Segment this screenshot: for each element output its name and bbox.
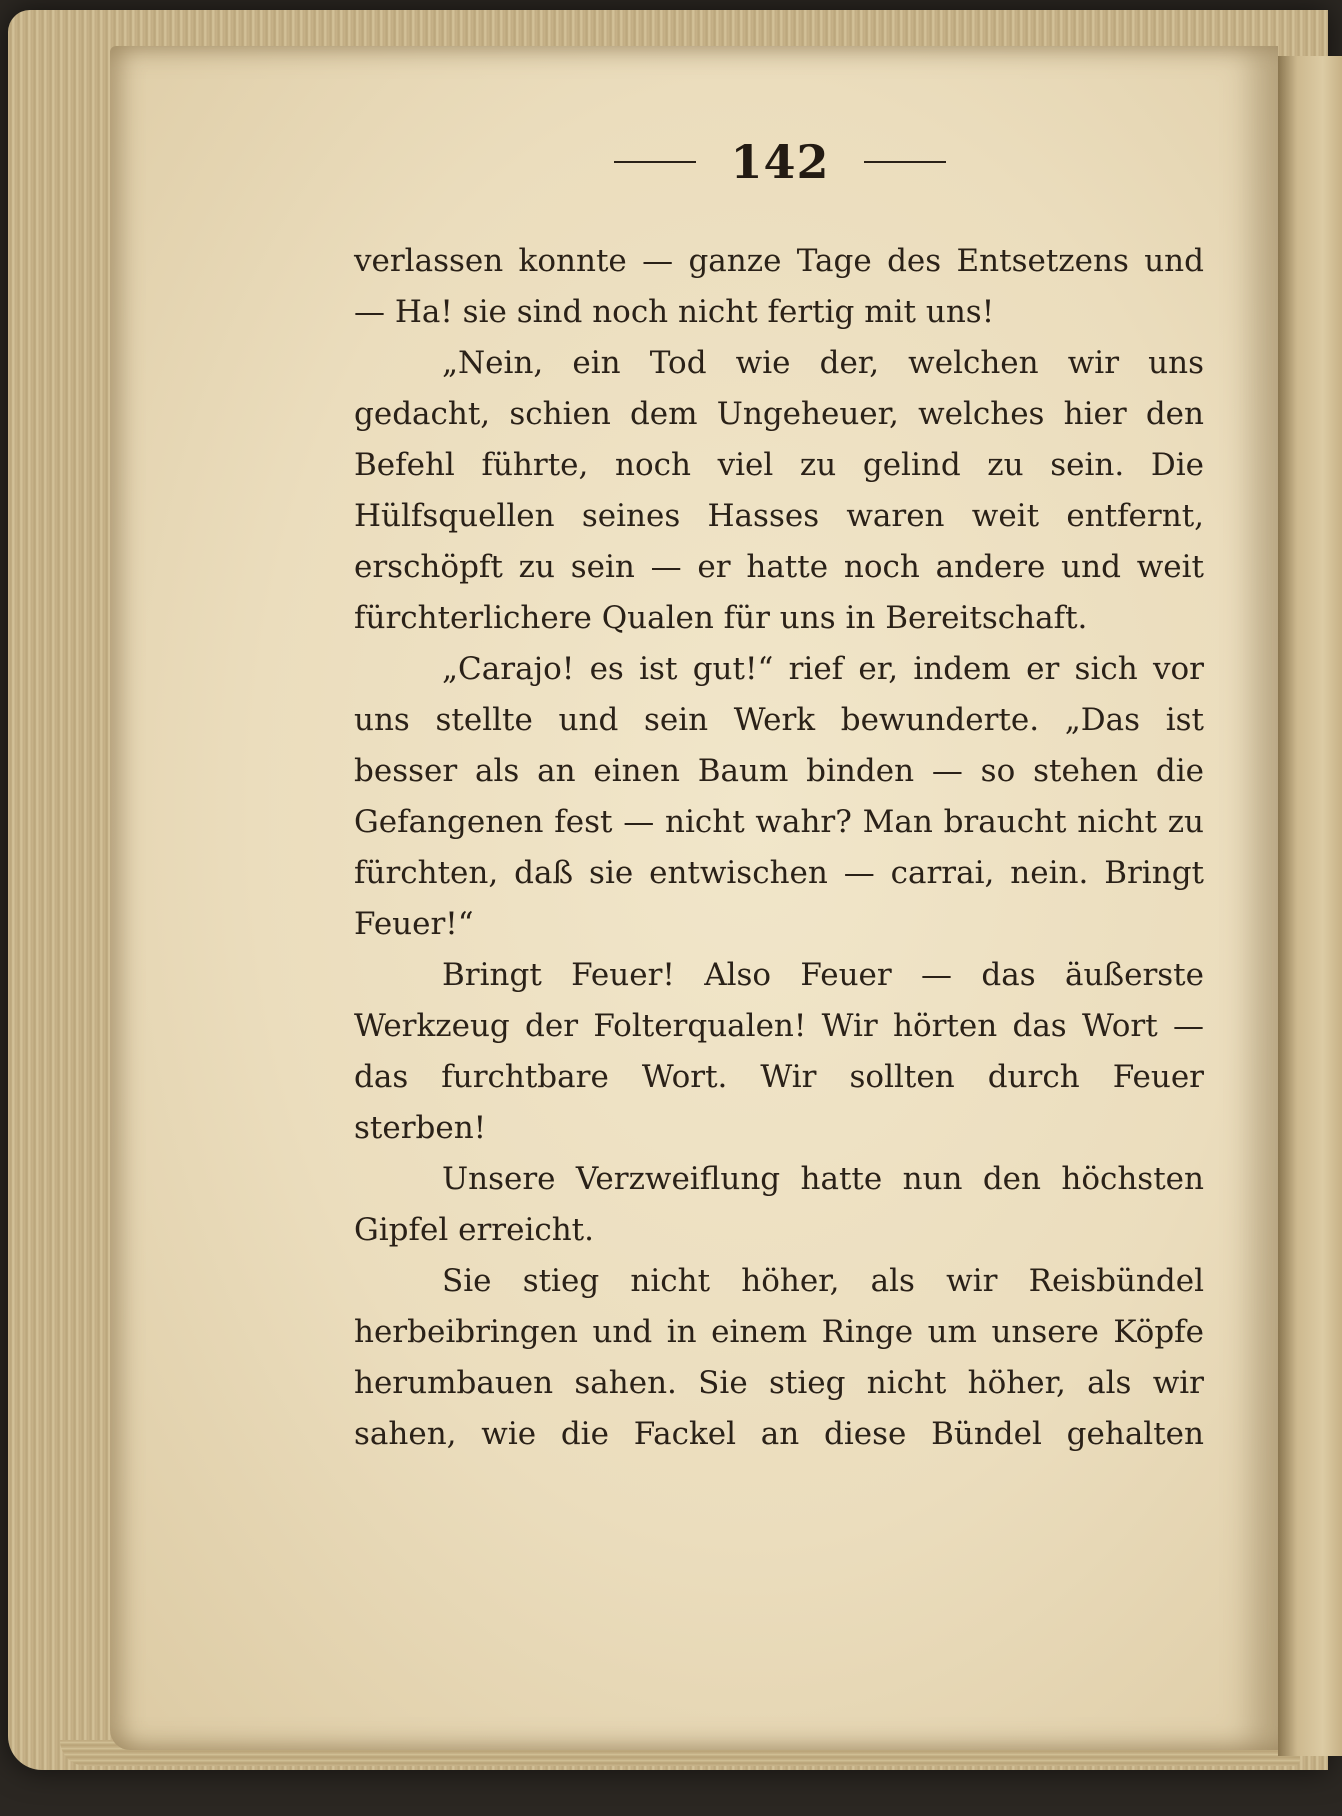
body-text <box>354 236 1204 1460</box>
paragraph: „Carajo! es ist gut!“ rief er, indem er sich vor uns stellte und sein Werk bewunderte. „Das ist besser als an einen Baum binden — so stehen die Gefangenen fest — nicht wahr? Man braucht nicht zu fürchten, daß sie entwischen — carrai, nein. Bringt Feuer!“ <box>354 651 1204 942</box>
paragraph: Sie stieg nicht höher, als wir Reisbündel herbeibringen und in einem Ringe um unsere Köpfe herumbauen sahen. Sie stieg nicht höher, als wir sahen, wie die Fackel an diese Bündel gehalten <box>354 1263 1204 1452</box>
page-header <box>580 132 980 192</box>
page-number: 142 <box>730 135 830 189</box>
facing-page-edge <box>1278 56 1342 1756</box>
paragraph: „Nein, ein Tod wie der, welchen wir uns gedacht, schien dem Ungeheuer, welches hier den Befehl führte, noch viel zu gelind zu sein. Die Hülfsquellen seines Hasses waren weit entfernt, erschöpft zu sein — er hatte noch andere und weit fürchterlichere Qualen für uns in Bereitschaft. <box>354 345 1204 636</box>
paragraph: Unsere Verzweiflung hatte nun den höchsten Gipfel erreicht. <box>354 1161 1204 1248</box>
header-rule-right <box>864 161 946 163</box>
header-rule-left <box>614 161 696 163</box>
paragraph: Bringt Feuer! Also Feuer — das äußerste Werkzeug der Folterqualen! Wir hörten das Wort — das furchtbare Wort. Wir sollten durch Feuer sterben! <box>354 957 1204 1146</box>
paragraph: verlassen konnte — ganze Tage des Entsetzens und — Ha! sie sind noch nicht fertig mit uns! <box>354 243 1204 330</box>
